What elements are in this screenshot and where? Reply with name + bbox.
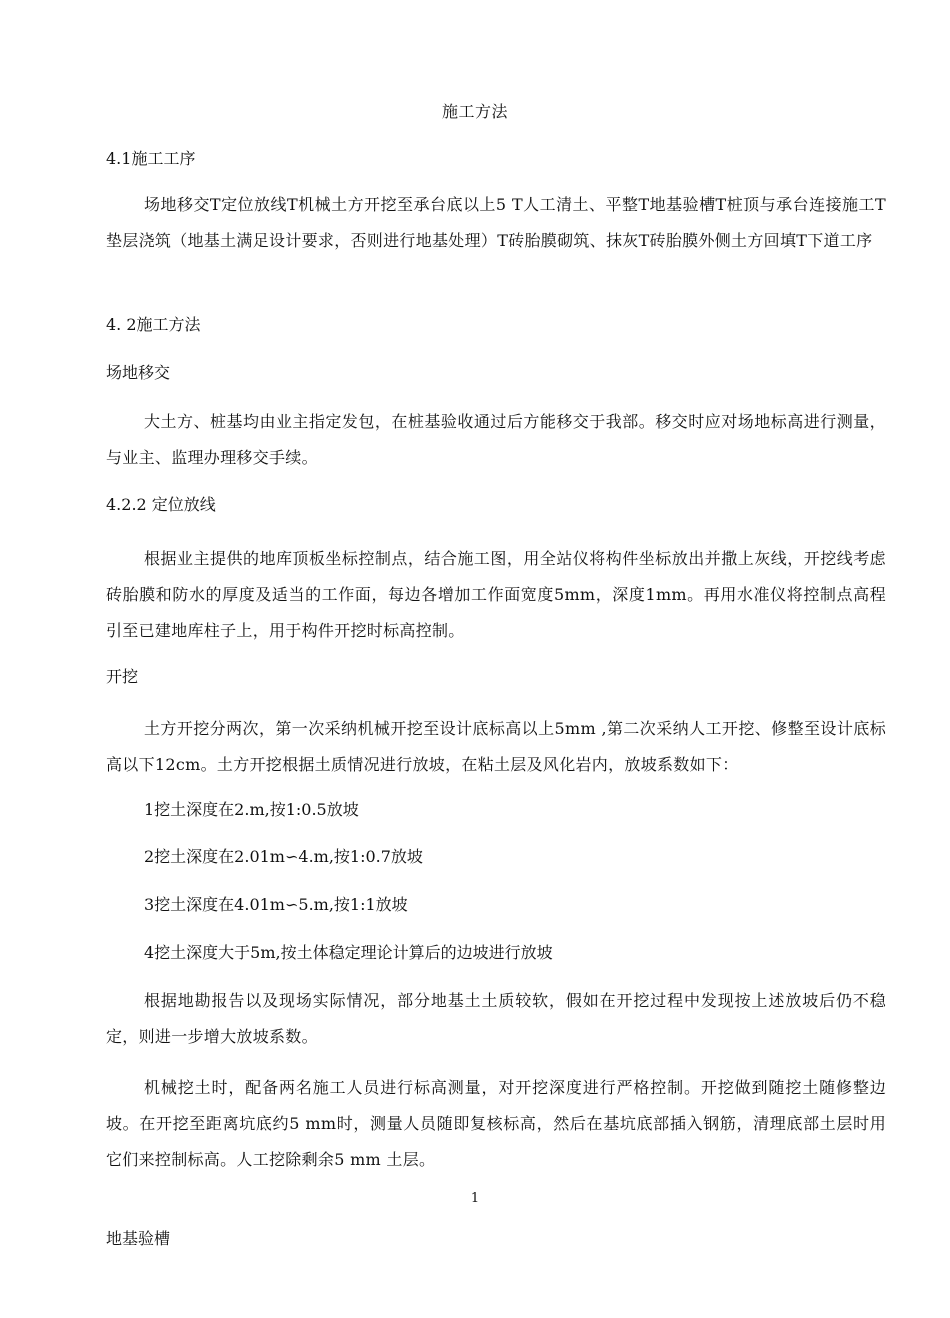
paragraph-excavation: 土方开挖分两次，第一次采纳机械开挖至设计底标高以上5mm ,第二次采纳人工开挖、修整至设计底标高以下12cm。土方开挖根据土质情况进行放坡，在粘土层及风化岩内，放坡系数如下：	[106, 719, 886, 774]
section-heading-4-2: 4. 2施工方法	[106, 315, 201, 334]
paragraph-positioning: 根据业主提供的地库顶板坐标控制点，结合施工图，用全站仪将构件坐标放出并撒上灰线，开挖线考虑砖胎膜和防水的厚度及适当的工作面，每边各增加工作面宽度5mm，深度1mm。再用水准仪将控制点高程引至已建地库柱子上，用于构件开挖时标高控制。	[106, 549, 886, 640]
slope-item-4: 4挖土深度大于5m,按土体稳定理论计算后的边坡进行放坡	[144, 943, 553, 962]
paragraph-site-handover: 大土方、桩基均由业主指定发包，在桩基验收通过后方能移交于我部。移交时应对场地标高进行测量，与业主、监理办理移交手续。	[106, 412, 886, 467]
section-heading-4-2-2: 4.2.2 定位放线	[106, 495, 216, 514]
paragraph-construction-process: 场地移交T定位放线T机械土方开挖至承台底以上5 T人工清土、平整T地基验槽T桩顶与承台连接施工T垫层浇筑（地基土满足设计要求，否则进行地基处理）T砖胎膜砌筑、抹灰T砖胎膜外侧土方回填T下道工序	[106, 195, 886, 250]
slope-item-2: 2挖土深度在2.01m∽4.m,按1:0.7放坡	[144, 847, 423, 866]
subheading-foundation-check: 地基验槽	[106, 1229, 171, 1248]
slope-item-1: 1挖土深度在2.m,按1:0.5放坡	[144, 800, 359, 819]
subheading-site-handover: 场地移交	[106, 363, 171, 382]
subheading-excavation: 开挖	[106, 667, 139, 686]
paragraph-mechanical-excavation: 机械挖土时，配备两名施工人员进行标高测量，对开挖深度进行严格控制。开挖做到随挖土随修整边坡。在开挖至距离坑底约5 mm时，测量人员随即复核标高，然后在基坑底部插入钢筋，清理底部土层时用它们来控制标高。人工挖除剩余5 mm 土层。	[106, 1078, 886, 1169]
paragraph-geology: 根据地勘报告以及现场实际情况，部分地基土土质较软，假如在开挖过程中发现按上述放坡后仍不稳定，则进一步增大放坡系数。	[106, 991, 886, 1046]
page-title: 施工方法	[441, 102, 508, 121]
section-heading-4-1: 4.1施工工序	[106, 149, 196, 168]
slope-item-3: 3挖土深度在4.01m∽5.m,按1:1放坡	[144, 895, 408, 914]
page-number: 1	[470, 1191, 480, 1206]
